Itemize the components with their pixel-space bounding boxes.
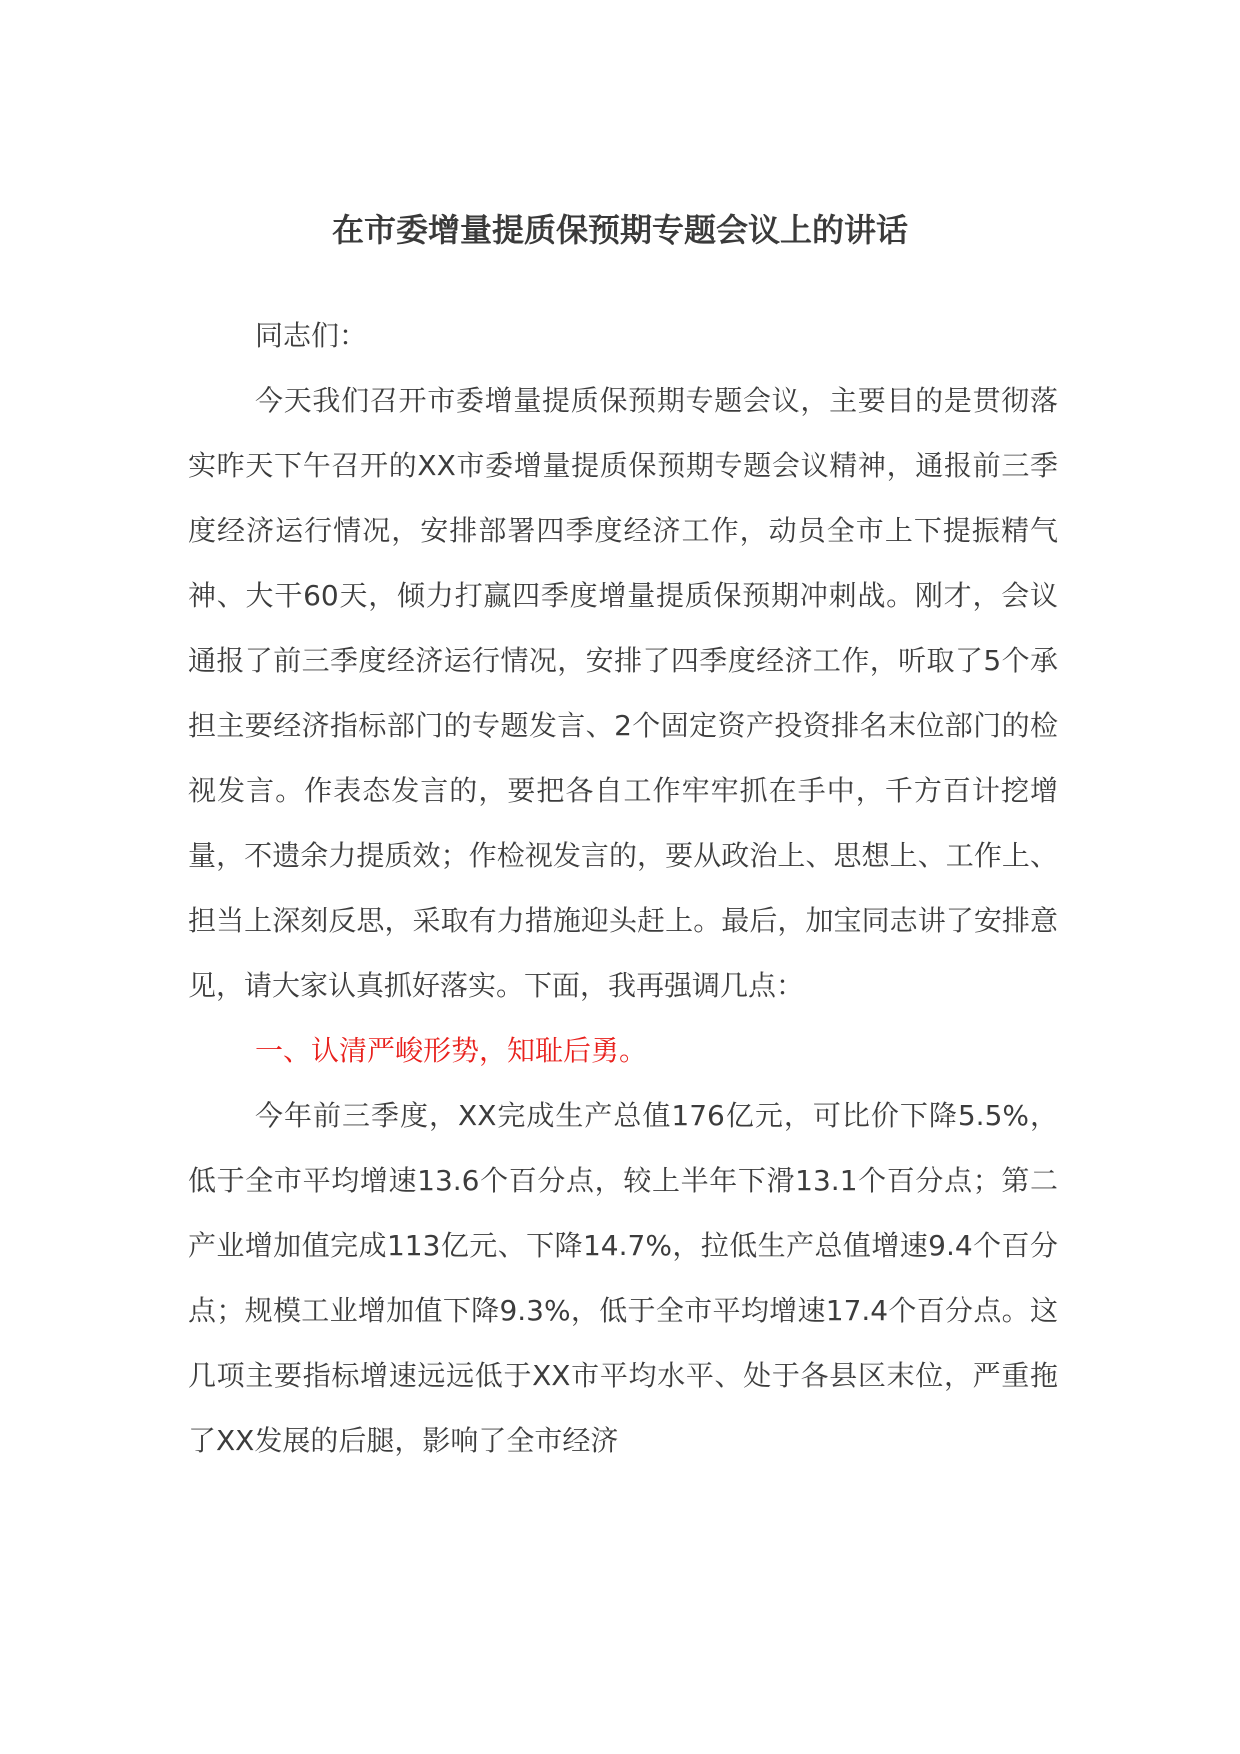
document-title: 在市委增量提质保预期专题会议上的讲话	[331, 211, 908, 249]
salutation: 同志们：	[255, 319, 368, 352]
section-paragraph: 今年前三季度，XX完成生产总值176亿元，可比价下降5.5%，低于全市平均增速13.6个百分点，较上半年下滑13.1个百分点；第二产业增加值完成113亿元、下降14.7%，拉低生产总值增速9.4个百分点；规模工业增加值下降9.3%，低于全市平均增速17.4个百分点。这几项主要指标增速远远低于XX市平均水平、处于各县区末位，严重拖了XX发展的后腿，影响了全市经济	[188, 1099, 1058, 1457]
document-body	[188, 303, 1058, 1473]
body-paragraph: 今天我们召开市委增量提质保预期专题会议，主要目的是贯彻落实昨天下午召开的XX市委增量提质保预期专题会议精神，通报前三季度经济运行情况，安排部署四季度经济工作，动员全市上下提振精气神、大干60天，倾力打赢四季度增量提质保预期冲刺战。刚才，会议通报了前三季度经济运行情况，安排了四季度经济工作，听取了5个承担主要经济指标部门的专题发言、2个固定资产投资排名末位部门的检视发言。作表态发言的，要把各自工作牢牢抓在手中，千方百计挖增量，不遗余力提质效；作检视发言的，要从政治上、思想上、工作上、担当上深刻反思，采取有力措施迎头赶上。最后，加宝同志讲了安排意见，请大家认真抓好落实。下面，我再强调几点：	[188, 384, 1058, 1002]
section-heading: 一、认清严峻形势，知耻后勇。	[255, 1034, 648, 1067]
